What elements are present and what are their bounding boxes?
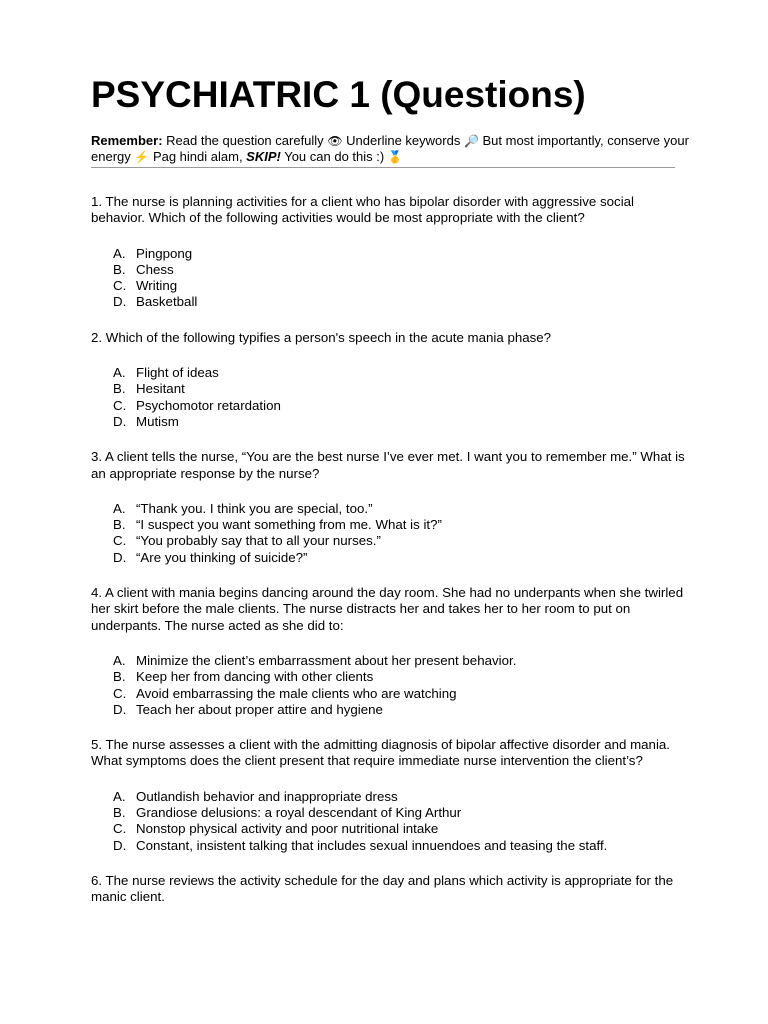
question-item [91,585,691,718]
option-letter: A. [113,788,126,804]
answer-option [113,365,691,381]
question-text: 5. The nurse assesses a client with the admitting diagnosis of bipolar affective disorder and mania. What symptoms does the client present that require immediate nurse intervention the client’s? [91,737,670,769]
answer-option [113,246,691,262]
answer-options [91,246,691,311]
answer-option [113,838,691,854]
question-item [91,330,691,430]
question-item [91,737,691,854]
question-item [91,873,691,906]
answer-options [91,501,691,566]
answer-option [113,517,691,533]
option-letter: D. [113,837,127,853]
option-text: Pingpong [136,245,193,261]
option-text: “You probably say that to all your nurses.” [136,533,381,549]
remember-text-2: Underline keywords [342,133,464,148]
remember-text-4: Pag hindi alam, [149,149,247,164]
question-text: 3. A client tells the nurse, “You are the best nurse I’ve ever met. I want you to remember me.” What is an appropriate response by the nurse? [91,449,685,481]
answer-option [113,805,691,821]
skip-text: SKIP! [246,149,281,164]
answer-option [113,821,691,837]
answer-option [113,414,691,430]
option-letter: B. [113,669,126,685]
answer-option [113,501,691,517]
option-text: Flight of ideas [136,365,219,381]
option-letter: A. [113,500,126,516]
answer-options [91,365,691,430]
option-letter: C. [113,533,127,549]
option-letter: B. [113,805,126,821]
answer-options [91,653,691,718]
option-text: “I suspect you want something from me. What is it?” [136,517,442,533]
medal-icon: 🥇 [387,150,403,164]
answer-option [113,702,691,718]
option-text: Avoid embarrassing the male clients who are watching [136,685,457,701]
option-letter: C. [113,278,127,294]
answer-option [113,669,691,685]
option-letter: A. [113,365,126,381]
lightning-icon: ⚡ [134,150,150,164]
option-text: Outlandish behavior and inappropriate dress [136,788,398,804]
page-title: PSYCHIATRIC 1 (Questions) [91,74,586,115]
remember-text-5: You can do this :) [280,149,388,164]
option-letter: A. [113,245,126,261]
option-text: Constant, insistent talking that includes sexual innuendoes and teasing the staff. [136,837,608,853]
option-text: Nonstop physical activity and poor nutritional intake [136,821,439,837]
answer-option [113,262,691,278]
option-text: Basketball [136,294,198,310]
answer-option [113,653,691,669]
option-text: Writing [136,278,178,294]
answer-option [113,381,691,397]
option-text: “Are you thinking of suicide?” [136,549,308,565]
magnifier-icon: 🔎 [463,134,479,148]
option-text: Keep her from dancing with other clients [136,669,374,685]
remember-text-1: Read the question carefully [162,133,328,148]
option-letter: B. [113,381,126,397]
answer-option [113,294,691,310]
option-text: Psychomotor retardation [136,397,281,413]
option-letter: B. [113,517,126,533]
question-text: 6. The nurse reviews the activity schedule for the day and plans which activity is appropriate for the manic client. [91,872,674,905]
question-item [91,449,691,566]
question-text: 2. Which of the following typifies a person's speech in the acute mania phase? [91,329,552,345]
option-text: Hesitant [136,381,185,397]
divider [91,167,675,168]
question-list [91,194,691,925]
remember-label: Remember: [91,133,163,148]
remember-note [91,133,691,165]
option-text: Mutism [136,413,179,429]
option-letter: C. [113,685,127,701]
option-letter: D. [113,549,127,565]
option-letter: D. [113,294,127,310]
question-text: 1. The nurse is planning activities for a client who has bipolar disorder with aggressive social behavior. Which of the following activities would be most appropriate with the client? [91,194,634,226]
option-letter: D. [113,701,127,717]
option-text: Grandiose delusions: a royal descendant of King Arthur [136,805,462,821]
option-text: Minimize the client’s embarrassment about her present behavior. [136,652,517,668]
answer-option [113,278,691,294]
option-text: Teach her about proper attire and hygiene [136,701,383,717]
option-letter: A. [113,652,126,668]
question-item [91,194,691,311]
option-letter: B. [113,261,126,277]
question-text: 4. A client with mania begins dancing around the day room. She had no underpants when she twirled her skirt before the male clients. The nurse distracts her and takes her to her room to put on underpants. The nurse acted as she did to: [91,585,684,633]
option-text: “Thank you. I think you are special, too.” [136,500,373,516]
answer-option [113,398,691,414]
answer-option [113,686,691,702]
option-text: Chess [136,261,174,277]
answer-options [91,789,691,854]
eye-icon: 👁 [327,134,343,148]
option-letter: C. [113,821,127,837]
option-letter: D. [113,413,127,429]
answer-option [113,789,691,805]
answer-option [113,533,691,549]
remember-text-3: But most importantly, conserve your energy [91,133,689,164]
answer-option [113,550,691,566]
option-letter: C. [113,397,127,413]
